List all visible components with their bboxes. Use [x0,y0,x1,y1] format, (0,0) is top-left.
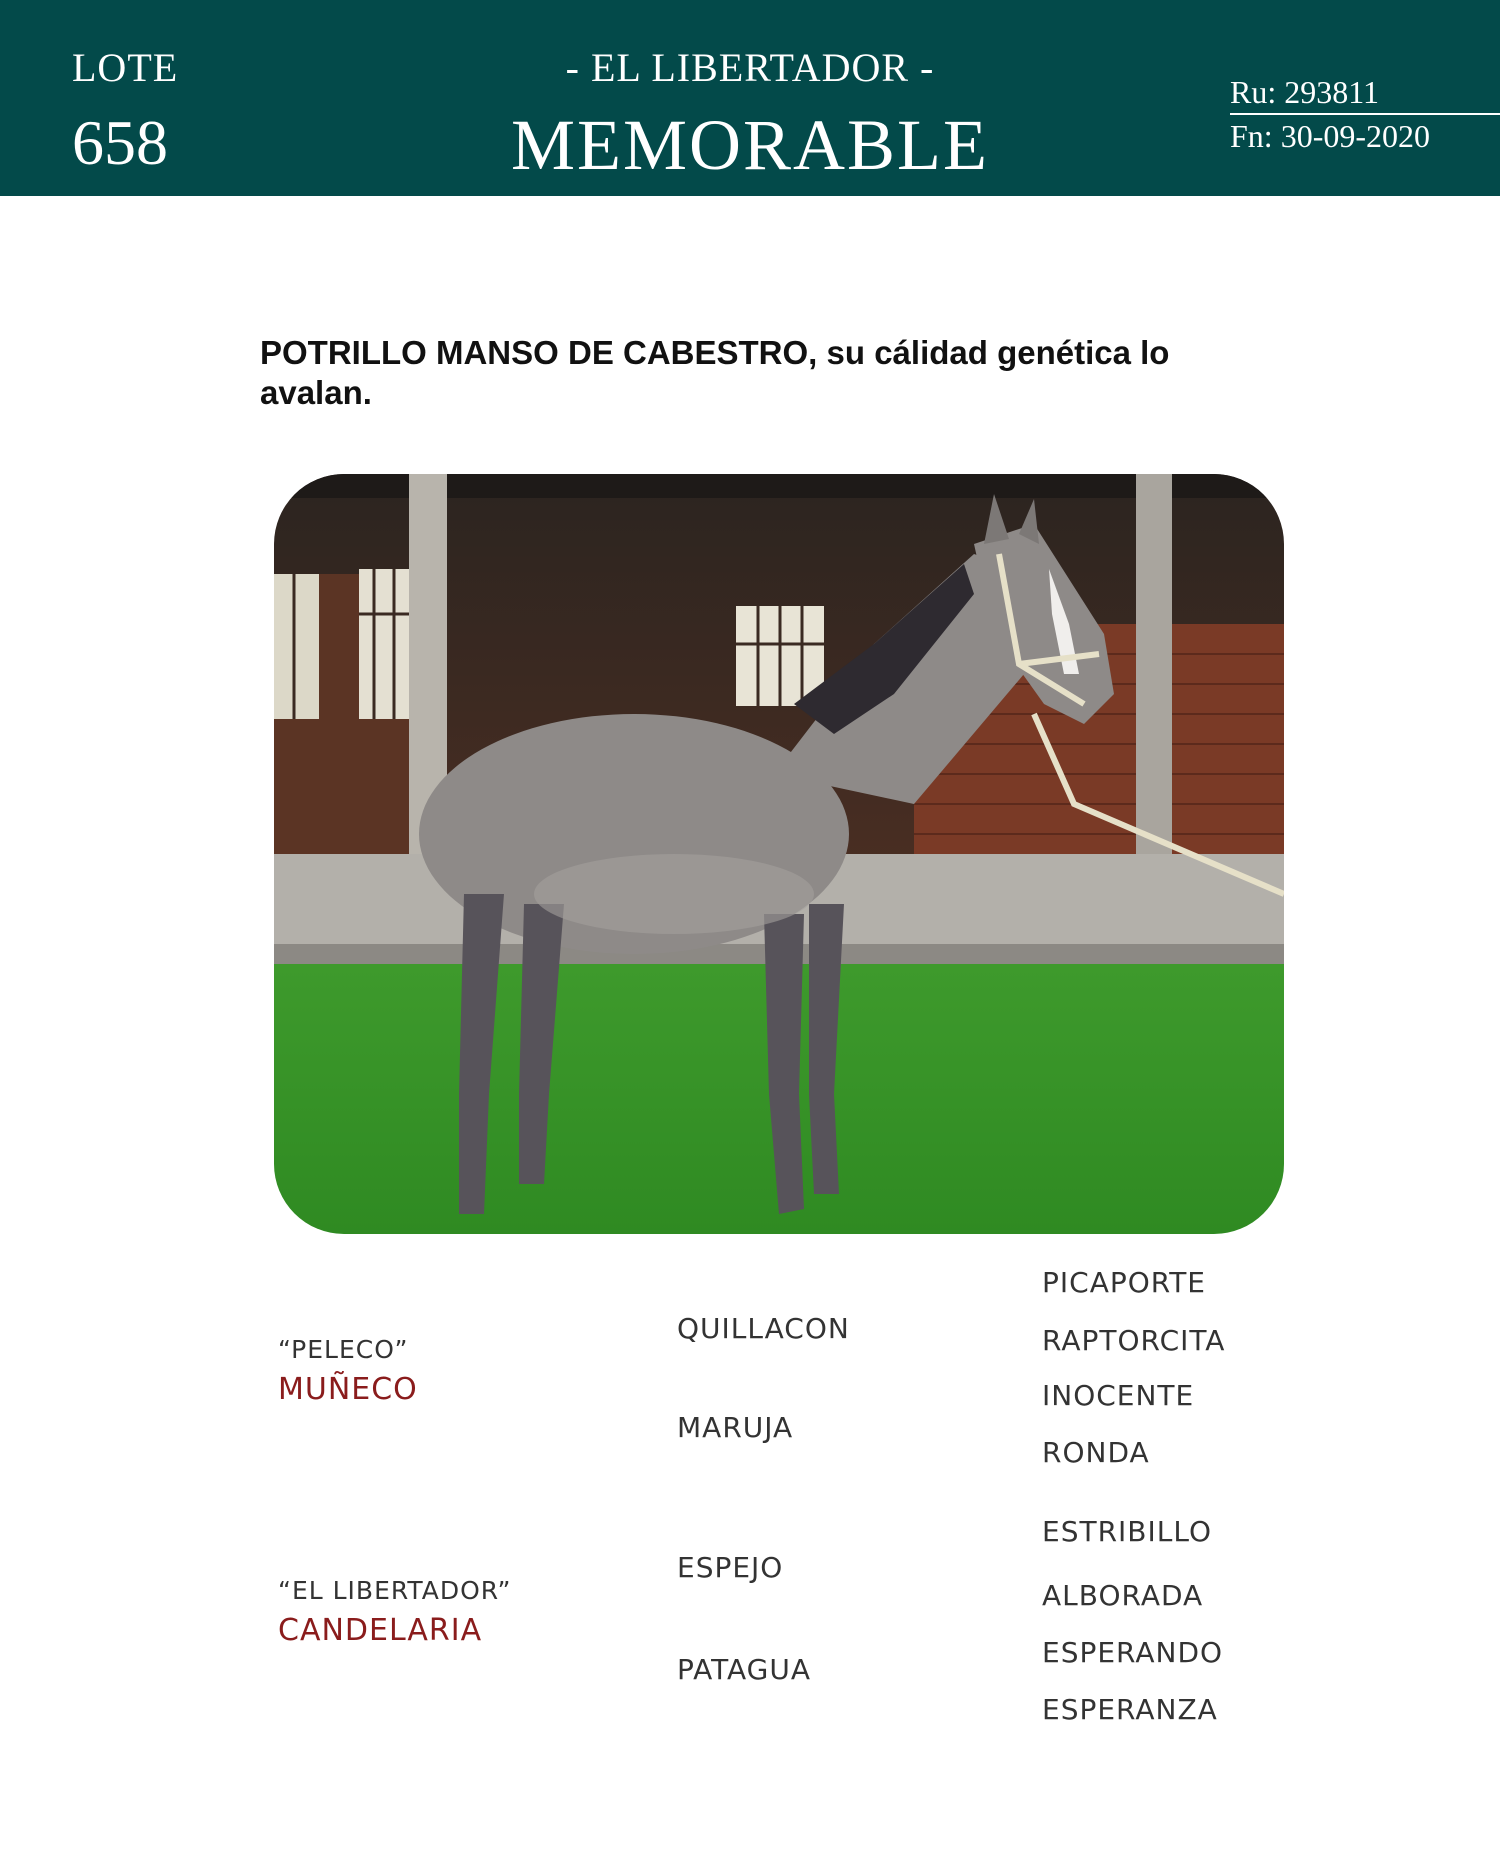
birth-date: Fn: 30-09-2020 [1230,118,1430,154]
horse-photo [274,474,1284,1234]
great-grandparent: RONDA [1042,1436,1150,1469]
header-banner [0,0,1500,196]
great-grandparent: ESTRIBILLO [1042,1515,1212,1548]
breeder-subtitle: - EL LIBERTADOR - [565,45,935,90]
sire-sire: QUILLACON [677,1312,850,1345]
lot-label: LOTE [72,45,179,90]
sire-dam: MARUJA [677,1411,794,1444]
dam-nickname: “EL LIBERTADOR” [278,1576,512,1605]
registration-block [1230,72,1500,156]
lot-number: 658 [72,107,168,178]
sire-nickname: “PELECO” [278,1335,409,1364]
great-grandparent: ALBORADA [1042,1579,1204,1612]
dam-dam: PATAGUA [677,1653,812,1686]
great-grandparent: ESPERANDO [1042,1636,1224,1669]
dam-name: CANDELARIA [278,1613,483,1648]
great-grandparent: PICAPORTE [1042,1266,1206,1299]
dam-sire: ESPEJO [677,1551,784,1584]
great-grandparent: ESPERANZA [1042,1693,1218,1726]
sire-name: MUÑECO [278,1372,418,1407]
registration-number: Ru: 293811 [1230,74,1380,110]
great-grandparent: INOCENTE [1042,1379,1195,1412]
horse-name: MEMORABLE [510,105,990,185]
registration-divider [1230,113,1500,115]
great-grandparent: RAPTORCITA [1042,1324,1226,1357]
lot-description: POTRILLO MANSO DE CABESTRO, su cálidad genética lo avalan. [260,334,1170,411]
